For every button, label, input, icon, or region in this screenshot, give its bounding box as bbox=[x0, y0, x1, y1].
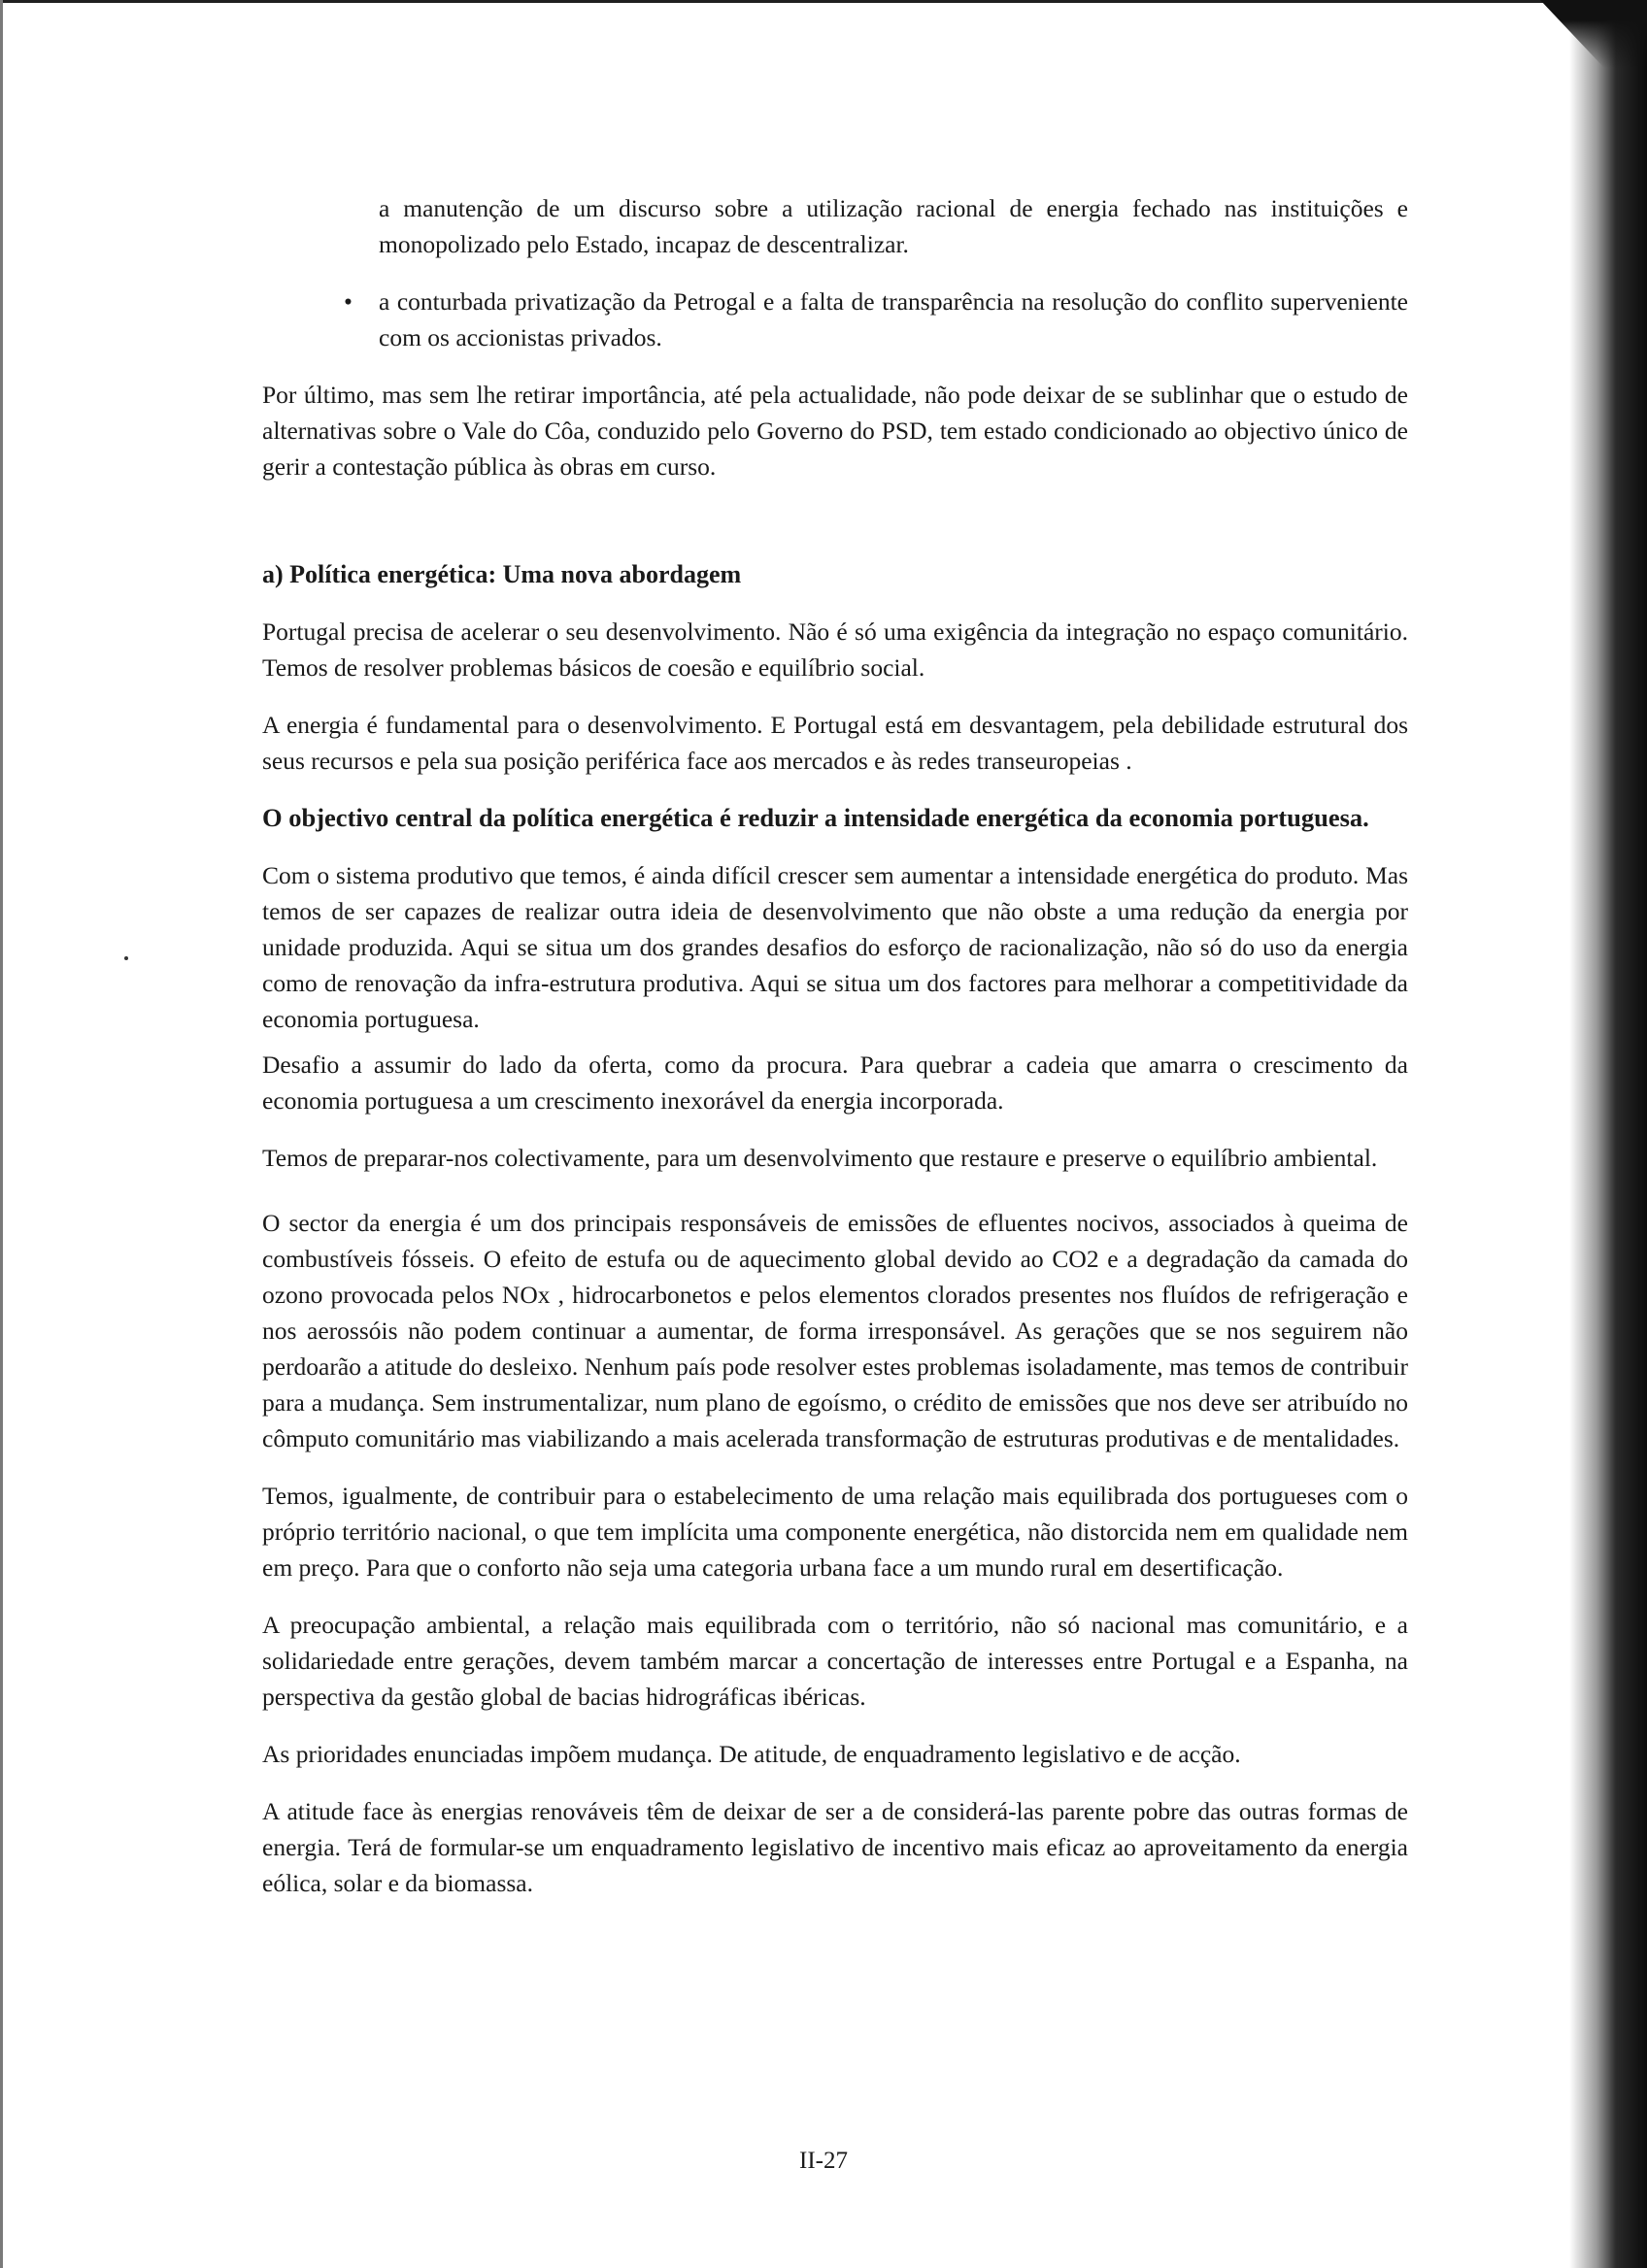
bullet-text: a conturbada privatização da Petrogal e a falta de transparência na resolução do conflito superveniente com os accionistas privados. bbox=[379, 287, 1408, 351]
scan-left-edge bbox=[0, 0, 3, 2268]
body-paragraph: A atitude face às energias renováveis têm de deixar de ser a de considerá-las parente pobre das outras formas de energia. Terá de formular-se um enquadramento legislativo de incentivo mais eficaz ao aproveitamento da energia eólica, solar e da biomassa. bbox=[262, 1797, 1408, 1897]
page-number: II-27 bbox=[799, 2148, 848, 2174]
closing-paragraph: Por último, mas sem lhe retirar importância, até pela actualidade, não pode deixar de se sublinhar que o estudo de alternativas sobre o Vale do Côa, conduzido pelo Governo do PSD, tem estado condicionado ao objectivo único de gerir a contestação pública às obras em curso. bbox=[262, 381, 1408, 481]
body-paragraph: Portugal precisa de acelerar o seu desenvolvimento. Não é só uma exigência da integração no espaço comunitário. Temos de resolver problemas básicos de coesão e equilíbrio social. bbox=[262, 617, 1408, 682]
body-paragraph: A preocupação ambiental, a relação mais equilibrada com o território, não só nacional mas comunitário, e a solidariedade entre gerações, devem também marcar a concertação de interesses entre Portugal e a Espanha, na perspectiva da gestão global de bacias hidrográficas ibéricas. bbox=[262, 1611, 1408, 1711]
bullet-marker: • bbox=[344, 287, 353, 316]
section-heading: a) Política energética: Uma nova abordagem bbox=[262, 560, 742, 588]
body-paragraph: O sector da energia é um dos principais responsáveis de emissões de efluentes nocivos, associados à queima de combustíveis fósseis. O efeito de estufa ou de aquecimento global devido ao CO2 e a degradação da camada do ozono provocada pelos NOx , hidrocarbonetos e pelos elementos clorados presentes nos fluídos de refrigeração e nos aerossóis não podem continuar a aumentar, de forma irresponsável. As gerações que se nos seguirem não perdoarão a atitude do desleixo. Nenhum país pode resolver estes problemas isoladamente, mas temos de contribuir para a mudança. Sem instrumentalizar, num plano de egoísmo, o crédito de emissões que nos deve ser atribuído no cômputo comunitário mas viabilizando a mais acelerada transformação de estruturas produtivas e de mentalidades. bbox=[262, 1209, 1408, 1452]
body-paragraph: Com o sistema produtivo que temos, é ainda difícil crescer sem aumentar a intensidade energética do produto. Mas temos de ser capazes de realizar outra ideia de desenvolvimento que não obste a uma redução da energia por unidade produzida. Aqui se situa um dos grandes desafios do esforço de racionalização, não só do uso da energia como de renovação da infra-estrutura produtiva. Aqui se situa um dos factores para melhorar a competitividade da economia portuguesa. bbox=[262, 861, 1408, 1033]
scan-binding-shadow bbox=[1569, 0, 1647, 2268]
scan-top-edge bbox=[0, 0, 1593, 3]
body-paragraph: As prioridades enunciadas impõem mudança. De atitude, de enquadramento legislativo e de acção. bbox=[262, 1740, 1241, 1768]
body-paragraph: A energia é fundamental para o desenvolvimento. E Portugal está em desvantagem, pela debilidade estrutural dos seus recursos e pela sua posição periférica face aos mercados e às redes transeuropeias . bbox=[262, 711, 1408, 775]
bullet-item bbox=[344, 284, 1408, 355]
emphasis-statement: O objectivo central da política energética é reduzir a intensidade energética da economia portuguesa. bbox=[262, 803, 1369, 832]
body-paragraph: Temos, igualmente, de contribuir para o estabelecimento de uma relação mais equilibrada dos portugueses com o próprio território nacional, o que tem implícita uma componente energética, não distorcida nem em qualidade nem em preço. Para que o conforto não seja uma categoria urbana face a um mundo rural em desertificação. bbox=[262, 1482, 1408, 1582]
body-paragraph: Desafio a assumir do lado da oferta, como da procura. Para quebrar a cadeia que amarra o crescimento da economia portuguesa a um crescimento inexorável da energia incorporada. bbox=[262, 1051, 1408, 1115]
intro-continuation: a manutenção de um discurso sobre a utilização racional de energia fechado nas instituições e monopolizado pelo Estado, incapaz de descentralizar. bbox=[379, 194, 1408, 258]
document-body bbox=[262, 190, 1408, 1901]
body-paragraph: Temos de preparar-nos colectivamente, para um desenvolvimento que restaure e preserve o equilíbrio ambiental. bbox=[262, 1144, 1378, 1172]
scan-speck bbox=[124, 956, 128, 960]
